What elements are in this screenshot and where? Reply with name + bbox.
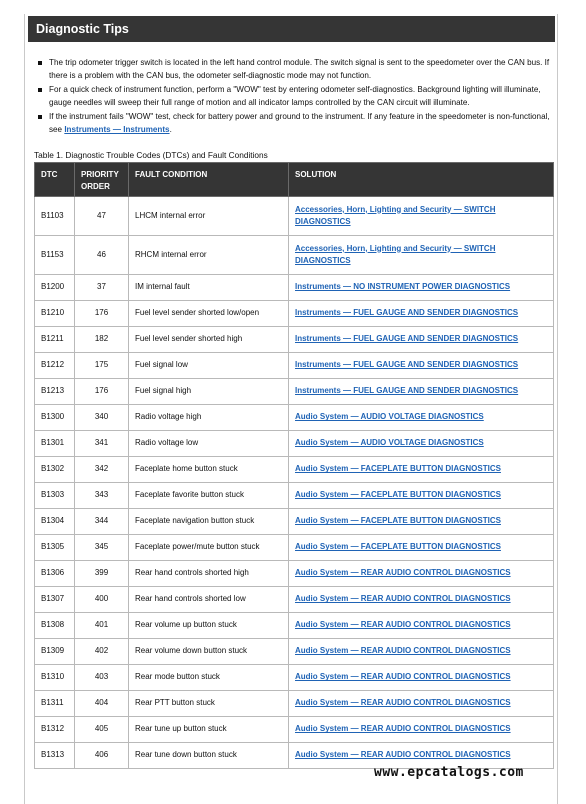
solution-link[interactable]: Instruments — FUEL GAUGE AND SENDER DIAGNOSTICS xyxy=(295,360,519,370)
fault-condition-cell: RHCM internal error xyxy=(129,236,289,275)
priority-order-cell: 401 xyxy=(75,613,129,639)
priority-order-cell: 37 xyxy=(75,275,129,301)
solution-cell xyxy=(289,236,554,275)
fault-condition-cell: Faceplate navigation button stuck xyxy=(129,509,289,535)
dtc-code-cell: B1303 xyxy=(35,483,75,509)
solution-link[interactable]: Audio System — REAR AUDIO CONTROL DIAGNOSTICS xyxy=(295,594,511,604)
solution-cell xyxy=(289,197,554,236)
bullet-icon xyxy=(38,88,42,92)
solution-cell xyxy=(289,561,554,587)
dtc-code-cell: B1305 xyxy=(35,535,75,561)
solution-cell xyxy=(289,405,554,431)
table-row xyxy=(35,509,554,535)
fault-condition-cell: Rear mode button stuck xyxy=(129,665,289,691)
fault-condition-cell: Fuel level sender shorted low/open xyxy=(129,301,289,327)
priority-order-cell: 400 xyxy=(75,587,129,613)
dtc-code-cell: B1213 xyxy=(35,379,75,405)
tip-text: For a quick check of instrument function, perform a "WOW" test by entering odometer self-diagnostics. Background lighting will illuminate, gauge needles will sweep their full range of motion and all indicator lamps controlled by the CAN circuit will illuminate. xyxy=(49,85,541,107)
tip-item xyxy=(36,110,552,136)
priority-order-cell: 175 xyxy=(75,353,129,379)
fault-condition-cell: Fuel level sender shorted high xyxy=(129,327,289,353)
dtc-code-cell: B1103 xyxy=(35,197,75,236)
dtc-code-cell: B1307 xyxy=(35,587,75,613)
dtc-code-cell: B1153 xyxy=(35,236,75,275)
priority-order-cell: 404 xyxy=(75,691,129,717)
table-row xyxy=(35,327,554,353)
header-fault-condition: FAULT CONDITION xyxy=(129,163,289,197)
tip-item xyxy=(36,83,552,109)
dtc-code-cell: B1211 xyxy=(35,327,75,353)
solution-link[interactable]: Instruments — FUEL GAUGE AND SENDER DIAGNOSTICS xyxy=(295,386,519,396)
solution-cell xyxy=(289,431,554,457)
dtc-code-cell: B1210 xyxy=(35,301,75,327)
solution-cell xyxy=(289,353,554,379)
solution-link[interactable]: Instruments — FUEL GAUGE AND SENDER DIAGNOSTICS xyxy=(295,334,519,344)
table-row xyxy=(35,587,554,613)
solution-link[interactable]: Audio System — REAR AUDIO CONTROL DIAGNOSTICS xyxy=(295,646,511,656)
priority-order-cell: 406 xyxy=(75,743,129,769)
dtc-table xyxy=(34,162,554,769)
tips-list xyxy=(36,56,552,137)
header-solution: SOLUTION xyxy=(289,163,554,197)
fault-condition-cell: Rear tune down button stuck xyxy=(129,743,289,769)
table-row xyxy=(35,301,554,327)
solution-link[interactable]: Audio System — FACEPLATE BUTTON DIAGNOSTICS xyxy=(295,464,501,474)
solution-link[interactable]: Audio System — FACEPLATE BUTTON DIAGNOSTICS xyxy=(295,542,501,552)
priority-order-cell: 405 xyxy=(75,717,129,743)
fault-condition-cell: Faceplate favorite button stuck xyxy=(129,483,289,509)
solution-cell xyxy=(289,301,554,327)
header-priority: PRIORITY ORDER xyxy=(75,163,129,197)
fault-condition-cell: Rear volume up button stuck xyxy=(129,613,289,639)
tip-text: The trip odometer trigger switch is located in the left hand control module. The switch signal is sent to the speedometer over the CAN bus. If there is a problem with the CAN bus, the odometer self-diagnostic mode may not function. xyxy=(49,58,550,80)
watermark: www.epcatalogs.com xyxy=(374,765,524,780)
solution-link[interactable]: Audio System — AUDIO VOLTAGE DIAGNOSTICS xyxy=(295,438,484,448)
table-body xyxy=(35,197,554,769)
priority-order-cell: 341 xyxy=(75,431,129,457)
table-row xyxy=(35,236,554,275)
table-row xyxy=(35,405,554,431)
priority-order-cell: 176 xyxy=(75,301,129,327)
table-row xyxy=(35,639,554,665)
solution-cell xyxy=(289,509,554,535)
solution-link[interactable]: Audio System — REAR AUDIO CONTROL DIAGNOSTICS xyxy=(295,620,511,630)
priority-order-cell: 345 xyxy=(75,535,129,561)
solution-link[interactable]: Instruments — FUEL GAUGE AND SENDER DIAGNOSTICS xyxy=(295,308,519,318)
fault-condition-cell: Fuel signal low xyxy=(129,353,289,379)
table-row xyxy=(35,535,554,561)
table-row xyxy=(35,717,554,743)
priority-order-cell: 344 xyxy=(75,509,129,535)
solution-cell xyxy=(289,717,554,743)
solution-link[interactable]: Accessories, Horn, Lighting and Security — SWITCH DIAGNOSTICS xyxy=(295,243,496,265)
solution-link[interactable]: Audio System — AUDIO VOLTAGE DIAGNOSTICS xyxy=(295,412,484,422)
fault-condition-cell: Faceplate power/mute button stuck xyxy=(129,535,289,561)
table-row xyxy=(35,483,554,509)
priority-order-cell: 343 xyxy=(75,483,129,509)
priority-order-cell: 340 xyxy=(75,405,129,431)
tip-text: If the instrument fails "WOW" test, check for battery power and ground to the instrument. If any feature in the speedometer is non-functional, see xyxy=(49,112,550,134)
solution-cell xyxy=(289,613,554,639)
dtc-code-cell: B1310 xyxy=(35,665,75,691)
priority-order-cell: 403 xyxy=(75,665,129,691)
table-row xyxy=(35,353,554,379)
solution-link[interactable]: Accessories, Horn, Lighting and Security — SWITCH DIAGNOSTICS xyxy=(295,204,496,226)
solution-cell xyxy=(289,483,554,509)
tip-text-end: . xyxy=(169,125,172,134)
dtc-code-cell: B1302 xyxy=(35,457,75,483)
table-row xyxy=(35,613,554,639)
solution-link[interactable]: Audio System — REAR AUDIO CONTROL DIAGNOSTICS xyxy=(295,750,511,760)
dtc-code-cell: B1311 xyxy=(35,691,75,717)
fault-condition-cell: LHCM internal error xyxy=(129,197,289,236)
solution-link[interactable]: Audio System — REAR AUDIO CONTROL DIAGNOSTICS xyxy=(295,672,511,682)
solution-link[interactable]: Audio System — FACEPLATE BUTTON DIAGNOSTICS xyxy=(295,490,501,500)
solution-cell xyxy=(289,275,554,301)
priority-order-cell: 342 xyxy=(75,457,129,483)
table-row xyxy=(35,431,554,457)
fault-condition-cell: Radio voltage high xyxy=(129,405,289,431)
dtc-code-cell: B1313 xyxy=(35,743,75,769)
dtc-code-cell: B1308 xyxy=(35,613,75,639)
table-row xyxy=(35,457,554,483)
dtc-code-cell: B1309 xyxy=(35,639,75,665)
bullet-icon xyxy=(38,115,42,119)
table-row xyxy=(35,561,554,587)
dtc-code-cell: B1304 xyxy=(35,509,75,535)
table-row xyxy=(35,691,554,717)
dtc-code-cell: B1312 xyxy=(35,717,75,743)
solution-link[interactable]: Audio System — REAR AUDIO CONTROL DIAGNOSTICS xyxy=(295,568,511,578)
dtc-code-cell: B1300 xyxy=(35,405,75,431)
priority-order-cell: 182 xyxy=(75,327,129,353)
priority-order-cell: 47 xyxy=(75,197,129,236)
fault-condition-cell: IM internal fault xyxy=(129,275,289,301)
table-header-row xyxy=(35,163,554,197)
tip-item xyxy=(36,56,552,82)
solution-link[interactable]: Instruments — NO INSTRUMENT POWER DIAGNOSTICS xyxy=(295,282,511,292)
solution-cell xyxy=(289,665,554,691)
table-caption: Table 1. Diagnostic Trouble Codes (DTCs) and Fault Conditions xyxy=(34,150,268,160)
solution-cell xyxy=(289,379,554,405)
fault-condition-cell: Rear hand controls shorted low xyxy=(129,587,289,613)
dtc-code-cell: B1200 xyxy=(35,275,75,301)
dtc-code-cell: B1306 xyxy=(35,561,75,587)
priority-order-cell: 176 xyxy=(75,379,129,405)
instruments-link[interactable]: Instruments — Instruments xyxy=(64,125,170,134)
solution-link[interactable]: Audio System — FACEPLATE BUTTON DIAGNOSTICS xyxy=(295,516,501,526)
section-title: Diagnostic Tips xyxy=(28,16,555,42)
solution-cell xyxy=(289,327,554,353)
solution-cell xyxy=(289,535,554,561)
solution-cell xyxy=(289,457,554,483)
bullet-icon xyxy=(38,61,42,65)
solution-cell xyxy=(289,587,554,613)
solution-cell xyxy=(289,691,554,717)
fault-condition-cell: Rear tune up button stuck xyxy=(129,717,289,743)
solution-link[interactable]: Audio System — REAR AUDIO CONTROL DIAGNOSTICS xyxy=(295,698,511,708)
solution-cell xyxy=(289,639,554,665)
fault-condition-cell: Rear volume down button stuck xyxy=(129,639,289,665)
table-row xyxy=(35,665,554,691)
priority-order-cell: 399 xyxy=(75,561,129,587)
table-row xyxy=(35,379,554,405)
priority-order-cell: 402 xyxy=(75,639,129,665)
table-row xyxy=(35,275,554,301)
fault-condition-cell: Rear PTT button stuck xyxy=(129,691,289,717)
fault-condition-cell: Fuel signal high xyxy=(129,379,289,405)
table-row xyxy=(35,197,554,236)
solution-link[interactable]: Audio System — REAR AUDIO CONTROL DIAGNOSTICS xyxy=(295,724,511,734)
dtc-code-cell: B1301 xyxy=(35,431,75,457)
fault-condition-cell: Faceplate home button stuck xyxy=(129,457,289,483)
dtc-code-cell: B1212 xyxy=(35,353,75,379)
fault-condition-cell: Radio voltage low xyxy=(129,431,289,457)
fault-condition-cell: Rear hand controls shorted high xyxy=(129,561,289,587)
header-dtc: DTC xyxy=(35,163,75,197)
priority-order-cell: 46 xyxy=(75,236,129,275)
